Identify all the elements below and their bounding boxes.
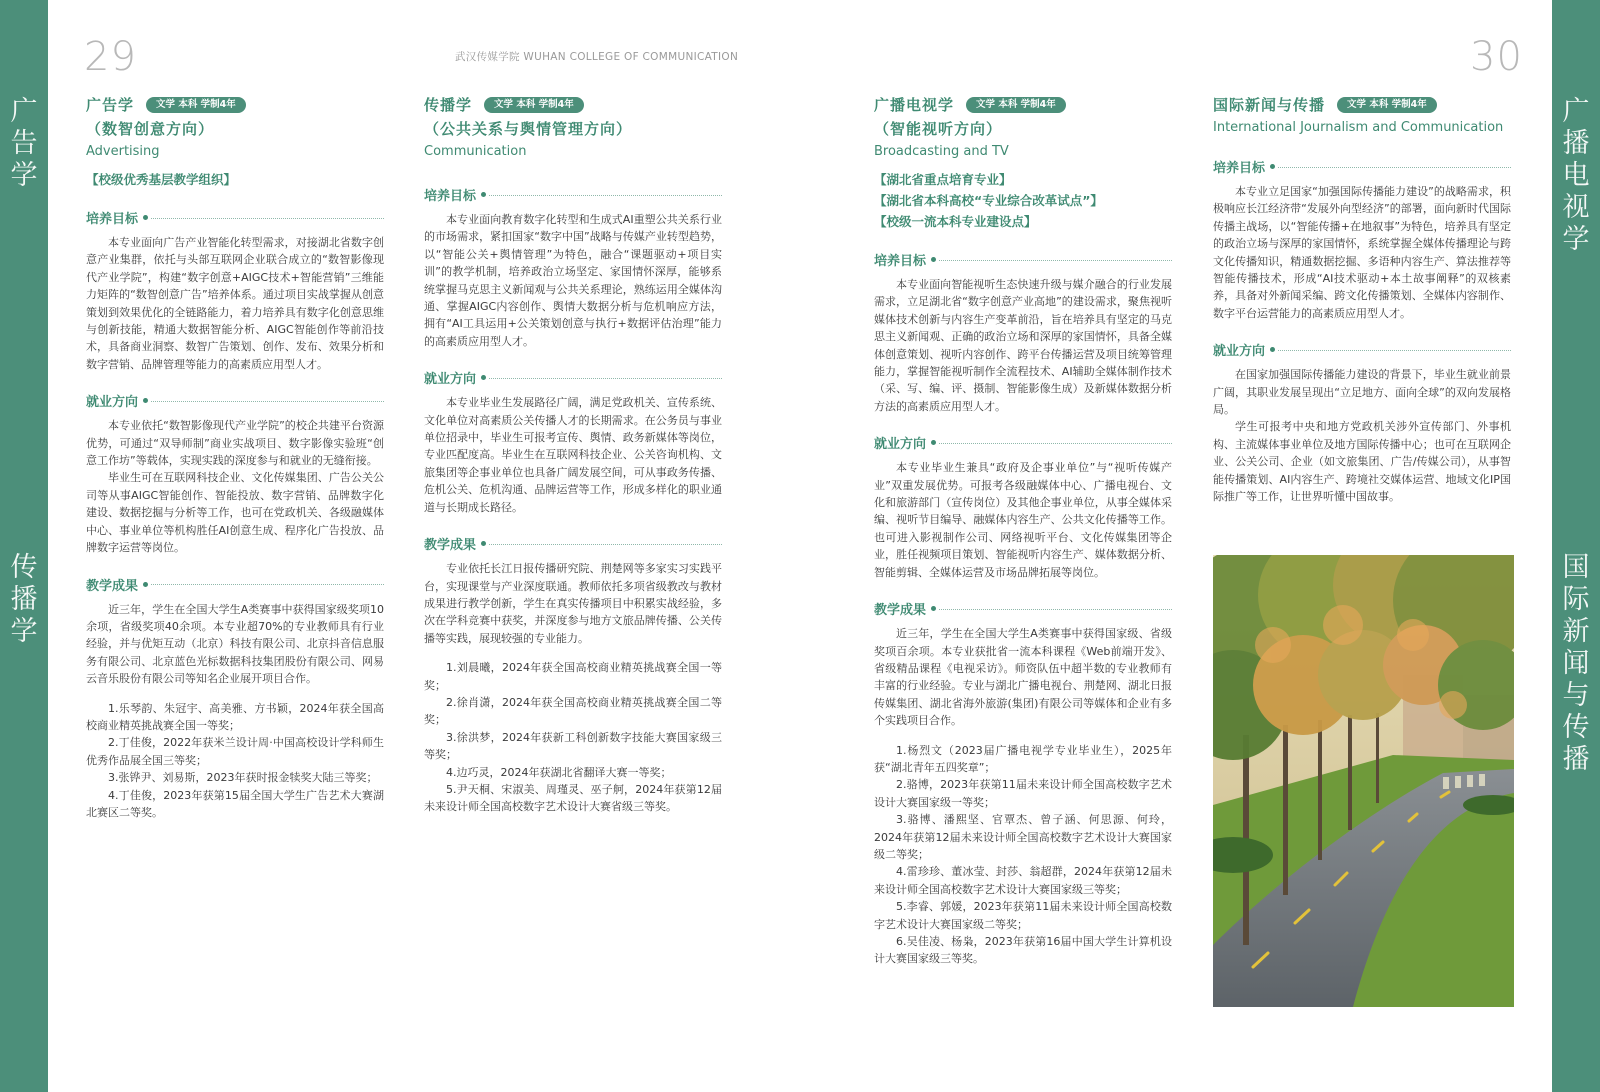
degree-badge: 文学 本科 学制4年 [1337,97,1437,113]
section-training-goal [874,250,1172,415]
bullet-dot-icon [481,375,486,380]
major-english-name: Broadcasting and TV [874,144,1009,159]
paragraph: 毕业生可在互联网科技企业、文化传媒集团、广告公关公司等从事AIGC智能创作、智能投放、数字营销、品牌数字化建设、数据挖掘与分析等工作，也可在党政机关、各级融媒体中心、事业单位等机构胜任AI创意生成、程序化广告投放、品牌数字运营等岗位。 [86,471,384,555]
bullet-dot-icon [143,215,148,220]
column-international-journalism [1213,94,1511,506]
bullet-dot-icon [481,541,486,546]
section-heading-text: 教学成果 [86,578,139,594]
section-heading-text: 培养目标 [86,212,139,227]
bullet-dot-icon [931,257,936,262]
major-direction: （公共关系与舆情管理方向） [424,120,633,138]
bullet-dot-icon [143,398,148,403]
section-achievements [424,534,722,816]
page-number-right: 30 [1470,34,1523,80]
award-list [874,742,1172,968]
campus-road-photo [1213,555,1514,1007]
paragraph: 学生可报考中央和地方党政机关涉外宣传部门、外事机构、主流媒体事业单位及地方国际传播中心；也可在互联网企业、公关公司、企业（如文旅集团、广告/传媒公司），从事智能传播策划、AI内容生产、跨境社交媒体运营、地域文化IP国际推广等工作，让世界听懂中国故事。 [1213,420,1511,504]
award-item: 1.刘晨曦，2024年获全国高校商业精英挑战赛全国一等奖； [424,661,722,692]
award-item: 4.丁佳俊，2023年获第15届全国大学生广告艺术大赛湖北赛区二等奖。 [86,788,384,819]
section-heading [874,433,1172,452]
right-strip-label-top: 广播电视学 [1562,96,1590,255]
section-heading-text: 教学成果 [874,603,927,619]
major-direction: （智能视听方向） [874,120,1003,138]
award-item: 1.杨烈文（2023届广播电视学专业毕业生），2025年获“湖北青年五四奖章”； [874,743,1172,774]
section-heading-text: 培养目标 [874,254,927,269]
title-row [874,94,1172,115]
section-training-goal [86,208,384,373]
section-heading [1213,157,1511,176]
dotted-divider [939,609,1172,610]
dotted-divider [939,443,1172,444]
section-heading-text: 就业方向 [874,437,927,453]
major-title: 广播电视学 [874,96,955,114]
dotted-divider [1278,167,1511,168]
dotted-divider [489,544,722,545]
dotted-divider [489,195,722,196]
section-heading-text: 培养目标 [1213,161,1266,176]
major-english-name: International Journalism and Communication [1213,120,1504,135]
bullet-dot-icon [1270,347,1275,352]
award-item: 2.徐肖潇，2024年获全国高校商业精英挑战赛全国二等奖； [424,695,722,727]
award-item: 2.骆博，2023年获第11届未来设计师全国高校数字艺术设计大赛国家级一等奖； [874,778,1172,809]
paragraph: 本专业面向教育数字化转型和生成式AI重塑公共关系行业的市场需求，紧扣国家“数字中国”战略与传媒产业转型趋势，以“智能公关+舆情管理”为特色，融合“课题驱动+项目实训”的教学机制，培养政治立场坚定、家国情怀深厚，能够系统掌握马克思主义新闻观与公共关系理论，熟练运用全媒体沟通、掌握AIGC内容创作、舆情大数据分析与危机响应方法，拥有“AI工具运用+公关策划创意与执行+数据评估治理”能力的高素质应用型人才。 [424,213,722,348]
section-achievements [86,575,384,822]
degree-badge: 文学 本科 学制4年 [484,97,584,113]
section-heading [424,368,722,387]
section-heading [424,185,722,204]
left-side-strip [0,0,48,1092]
paragraph: 本专业立足国家“加强国际传播能力建设”的战略需求，积极响应长江经济带“发展外向型经济”的部署，面向新时代国际传播主战场，以“智能传播+在地叙事”为特色，培养具有坚定的政治立场与深厚的家国情怀，系统掌握全媒体传播理论与跨文化传播知识，精通数据挖掘、多语种内容生产、算法推荐等智能传播技术，形成“AI技术驱动+本土故事阐释”的双核素养，具备对外新闻采编、跨文化传播策划、全媒体内容制作、数字平台运营能力的高素质应用型人才。 [1213,185,1511,320]
dotted-divider [151,218,384,219]
left-strip-label-top: 广告学 [10,96,38,191]
honor-item: 【校级优秀基层教学组织】 [86,172,237,187]
paragraph: 在国家加强国际传播能力建设的背景下，毕业生就业前景广阔，其职业发展呈现出“立足地方、面向全球”的双向发展格局。 [1213,368,1511,417]
title-row [1213,94,1511,115]
title-row [86,94,384,115]
section-employment [874,433,1172,581]
section-heading [874,250,1172,269]
honors-list [874,169,1172,232]
campus-road-illustration [1213,555,1514,1007]
column-communication [424,94,722,816]
award-item: 2.丁佳俊，2022年获米兰设计周·中国高校设计学科师生优秀作品展全国三等奖； [86,736,384,767]
dotted-divider [1278,350,1511,351]
section-heading-text: 就业方向 [424,372,477,388]
award-item: 4.雷珍珍、董冰莹、封莎、翁超群，2024年获第12届未来设计师全国高校数字艺术设计大赛国家级三等奖； [874,865,1172,896]
title-row [424,94,722,115]
paragraph: 本专业面向广告产业智能化转型需求，对接湖北省数字创意产业集群，依托与头部互联网企业联合成立的“数智影像现代产业学院”，构建“数字创意+AIGC技术+智能营销”三维能力矩阵的“数智创意广告”培养体系。通过项目实战掌握从创意策划到效果优化的全链路能力，着力培养具有数字化创意思维与创新技能，精通大数据智能分析、AIGC智能创作等前沿技术，具备商业洞察、数智广告策划、创作、发布、效果分析和数字营销、品牌管理等能力的高素质应用型人才。 [86,236,384,371]
degree-badge: 文学 本科 学制4年 [146,97,246,113]
honor-item: 【湖北省重点培育专业】 [874,172,1012,187]
award-list [424,659,722,816]
section-achievements [874,599,1172,968]
left-strip-label-bottom: 传播学 [10,552,38,647]
dotted-divider [939,260,1172,261]
major-direction: （数智创意方向） [86,120,215,138]
section-employment [86,391,384,556]
dotted-divider [489,378,722,379]
section-training-goal [424,185,722,350]
running-head: 武汉传媒学院 WUHAN COLLEGE OF COMMUNICATION [455,51,739,63]
section-heading [1213,340,1511,359]
paragraph: 本专业毕业生兼具“政府及企事业单位”与“视听传媒产业”双重发展优势。可报考各级融媒体中心、广播电视台、文化和旅游部门（宣传岗位）及其他企事业单位，从事全媒体采编、视听节目编导、融媒体内容生产、公共文化传播等工作。也可进入影视制作公司、网络视听平台、文化传媒集团等企业，胜任视频项目策划、智能视听内容生产、媒体数据分析、智能剪辑、全媒体运营及市场品牌拓展等岗位。 [874,461,1172,579]
award-item: 1.乐琴韵、朱冠宇、高美雅、方书颖，2024年获全国高校商业精英挑战赛全国一等奖； [86,701,384,732]
right-strip-label-bottom: 国际新闻与传播 [1562,552,1590,775]
major-title: 广告学 [86,96,135,114]
award-list [86,700,384,822]
paragraph: 本专业依托“数智影像现代产业学院”的校企共建平台资源优势，可通过“双导师制”商业实战项目、数字影像实验班“创意工作坊”等载体，实现实践的深度参与和就业的无缝衔接。 [86,419,384,468]
section-heading [86,575,384,594]
dotted-divider [151,584,384,585]
section-heading [424,534,722,553]
section-heading-text: 就业方向 [86,395,139,411]
paragraph: 本专业面向智能视听生态快速升级与媒介融合的行业发展需求，立足湖北省“数字创意产业高地”的建设需求，聚焦视听媒体技术创新与内容生产变革前沿，旨在培养具有坚定的马克思主义新闻观、正确的政治立场和深厚的家国情怀，具备全媒体创意策划、视听内容创作、跨平台传播运营及项目统筹管理能力，掌握智能视听制作全流程技术、AI辅助全媒体制作技术（采、写、编、评、摄制、智能影像生成）及新媒体数据分析方法的高素质应用型人才。 [874,278,1172,413]
bullet-dot-icon [143,582,148,587]
bullet-dot-icon [1270,164,1275,169]
page-number-left: 29 [84,34,137,80]
award-item: 5.李睿、郭媛，2023年获第11届未来设计师全国高校数字艺术设计大赛国家级二等奖； [874,900,1172,931]
section-heading-text: 教学成果 [424,538,477,554]
degree-badge: 文学 本科 学制4年 [966,97,1066,113]
paragraph: 近三年，学生在全国大学生A类赛事中获得国家级奖项10余项，省级奖项40余项。本专业超70%的专业教师具有行业经验，并与优矩互动（北京）科技有限公司、北京抖音信息服务有限公司、北京蓝色光标数据科技集团股份有限公司、网易云音乐股份有限公司等知名企业展开项目合作。 [86,602,384,686]
award-item: 6.吴佳凌、杨枭，2023年获第16届中国大学生计算机设计大赛国家级三等奖。 [874,935,1172,966]
section-heading-text: 就业方向 [1213,344,1266,360]
dotted-divider [151,401,384,402]
honor-item: 【校级一流本科专业建设点】 [874,214,1037,229]
major-title: 传播学 [424,96,473,114]
honor-item: 【湖北省本科高校“专业综合改革试点”】 [874,193,1103,208]
award-item: 5.尹天桐、宋淑美、周瑾灵、巫子舸，2024年获第12届未来设计师全国高校数字艺术设计大赛省级三等奖。 [424,782,722,814]
section-employment [424,368,722,516]
award-item: 3.徐洪梦，2024年获新工科创新数字技能大赛国家级三等奖； [424,730,722,762]
paragraph: 本专业毕业生发展路径广阔，满足党政机关、宣传系统、文化单位对高素质公关传播人才的长期需求。在公务员与事业单位招录中，毕业生可报考宣传、舆情、政务新媒体等岗位，专业匹配度高。毕业生在互联网科技企业、公关咨询机构、文旅集团等企事业单位也具备广阔发展空间，可从事政务传播、危机公关、危机沟通、品牌运营等工作，形成多样化的职业通道与长期成长路径。 [424,396,722,514]
paragraph: 近三年，学生在全国大学生A类赛事中获得国家级、省级奖项百余项。本专业获批省一流本科课程《Web前端开发》、省级精品课程《电视采访》。师资队伍中超半数的专业教师有丰富的行业经验。专业与湖北广播电视台、荆楚网、湖北日报传媒集团、湖北省海外旅游(集团)有限公司等媒体和企业有多个实践项目合作。 [874,627,1172,728]
bullet-dot-icon [931,440,936,445]
award-item: 4.边巧灵，2024年获湖北省翻译大赛一等奖； [446,765,672,779]
section-heading [86,208,384,227]
section-heading [86,391,384,410]
major-english-name: Advertising [86,144,160,159]
paragraph: 专业依托长江日报传播研究院、荆楚网等多家实习实践平台，实现课堂与产业深度联通。教师依托多项省级教改与教材成果进行教学创新，学生在真实传播项目中积累实战经验，多次在学科竞赛中获奖，并深度参与地方文旅品牌传播、公关传播等实践，展现较强的专业能力。 [424,562,722,645]
right-side-strip [1552,0,1600,1092]
bullet-dot-icon [931,606,936,611]
bullet-dot-icon [481,192,486,197]
major-title: 国际新闻与传播 [1213,96,1326,114]
section-employment [1213,340,1511,505]
section-training-goal [1213,157,1511,322]
award-item: 3.张铧尹、刘易斯，2023年获时报金犊奖大陆三等奖； [108,771,378,785]
award-item: 3.骆博、潘熙坚、官覃杰、曾子涵、何思源、何玲，2024年获第12届未来设计师全国高校数字艺术设计大赛国家级二等奖； [874,813,1172,861]
column-advertising [86,94,384,821]
major-english-name: Communication [424,144,527,159]
section-heading [874,599,1172,618]
honors-list [86,169,384,190]
section-heading-text: 培养目标 [424,189,477,204]
column-broadcasting [874,94,1172,968]
